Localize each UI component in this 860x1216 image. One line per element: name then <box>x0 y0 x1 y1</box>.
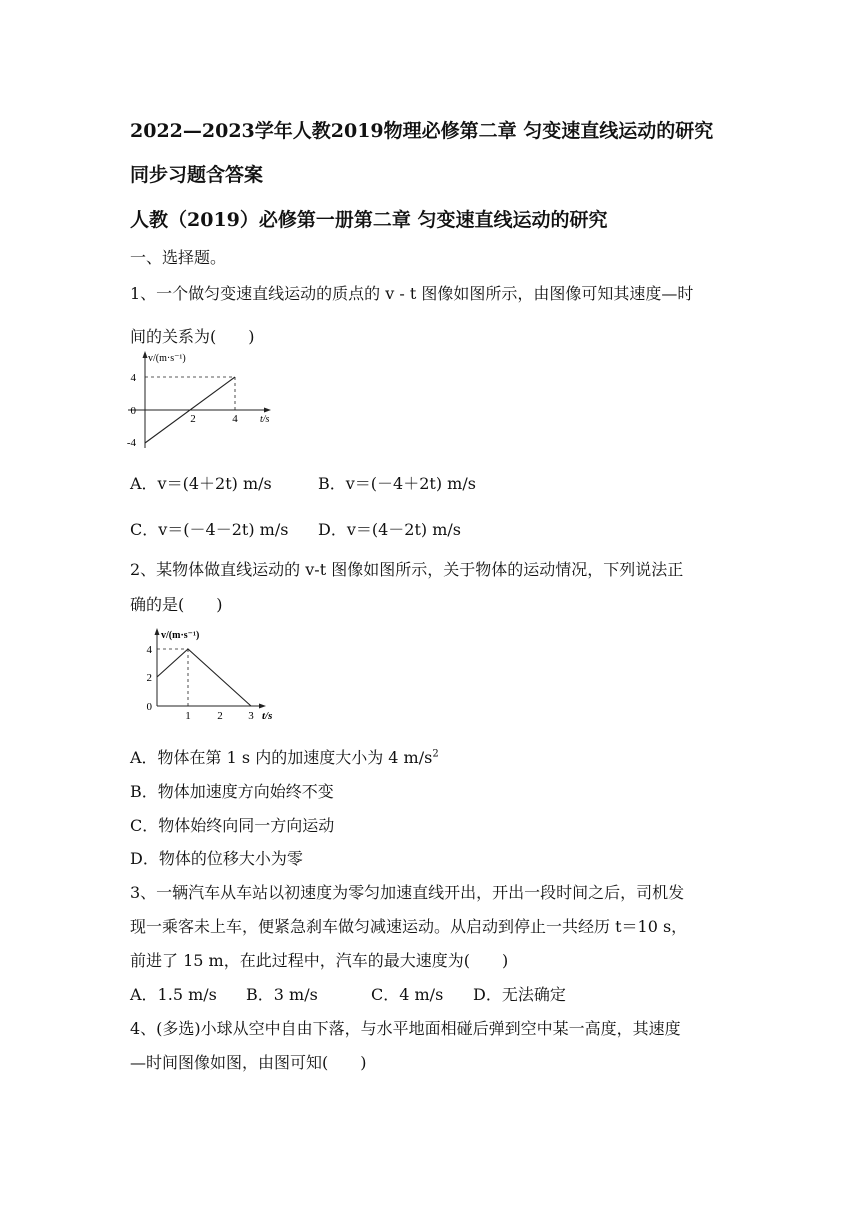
q3-stem-line-2: 现一乘客未上车，便紧急刹车做匀减速运动。从启动到停止一共经历 t＝10 s， <box>130 917 688 936</box>
q2-origin-label: 0 <box>146 701 152 713</box>
q3-option-c: C．4 m/s <box>371 985 444 1004</box>
document-title-line-1: 2022—2023学年人教2019物理必修第二章 匀变速直线运动的研究 <box>130 120 714 142</box>
q2-vt-graph <box>140 625 290 725</box>
q1-stem-line-1: 1、一个做匀变速直线运动的质点的 v - t 图像如图所示，由图像可知其速度—时 <box>130 284 694 303</box>
q2-option-b: B．物体加速度方向始终不变 <box>130 782 334 801</box>
q1-y-tick-neg4: -4 <box>126 437 136 449</box>
q3-stem-line-1: 3、一辆汽车从车站以初速度为零匀加速直线开出，开出一段时间之后，司机发 <box>130 883 685 902</box>
q2-x-tick-1: 1 <box>185 710 191 722</box>
document-title-line-2: 同步习题含答案 <box>130 164 264 186</box>
q2-x-axis-label: t/s <box>262 710 273 722</box>
q1-x-axis-label: t/s <box>260 414 270 425</box>
q1-x-tick-4: 4 <box>232 413 238 425</box>
q3-option-b: B．3 m/s <box>246 985 318 1004</box>
q2-option-a <box>130 745 439 768</box>
q2-stem-line-1: 2、某物体做直线运动的 v-t 图像如图所示，关于物体的运动情况，下列说法正 <box>130 560 684 579</box>
q1-option-c: C．v＝(－4－2t) m/s <box>130 520 289 539</box>
q3-stem-line-3: 前进了 15 m，在此过程中，汽车的最大速度为( ) <box>130 951 509 970</box>
q4-stem-line-2: —时间图像如图，由图可知( ) <box>130 1053 367 1072</box>
q2-y-tick-4: 4 <box>146 644 152 656</box>
q1-origin-label: 0 <box>130 405 136 417</box>
q1-option-d: D．v＝(4－2t) m/s <box>318 520 462 539</box>
q1-y-axis-label: v/(m·s⁻¹) <box>148 353 186 364</box>
q2-stem-line-2: 确的是( ) <box>130 595 223 614</box>
q2-option-c: C．物体始终向同一方向运动 <box>130 816 335 835</box>
q2-x-tick-2: 2 <box>217 710 223 722</box>
q2-y-axis-label: v/(m·s⁻¹) <box>161 630 200 641</box>
section-heading: 一、选择题。 <box>130 248 227 267</box>
q1-vt-graph <box>118 350 278 450</box>
q3-option-d: D．无法确定 <box>473 985 566 1004</box>
q2-option-a-superscript: 2 <box>432 748 439 760</box>
document-subtitle: 人教（2019）必修第一册第二章 匀变速直线运动的研究 <box>130 209 608 231</box>
q1-stem-line-2: 间的关系为( ) <box>130 327 255 346</box>
q1-option-b: B．v＝(－4＋2t) m/s <box>318 474 476 493</box>
q2-option-a-text: A．物体在第 1 s 内的加速度大小为 4 m/s <box>130 748 433 767</box>
q2-y-tick-2: 2 <box>146 672 152 684</box>
q4-stem-line-1: 4、(多选)小球从空中自由下落，与水平地面相碰后弹到空中某一高度，其速度 <box>130 1019 681 1038</box>
q1-y-tick-4: 4 <box>130 372 136 384</box>
q1-option-a: A．v＝(4＋2t) m/s <box>130 474 272 493</box>
q2-option-d: D．物体的位移大小为零 <box>130 849 303 868</box>
q3-option-a: A．1.5 m/s <box>130 985 217 1004</box>
q2-x-tick-3: 3 <box>248 710 254 722</box>
q1-x-tick-2: 2 <box>190 413 196 425</box>
